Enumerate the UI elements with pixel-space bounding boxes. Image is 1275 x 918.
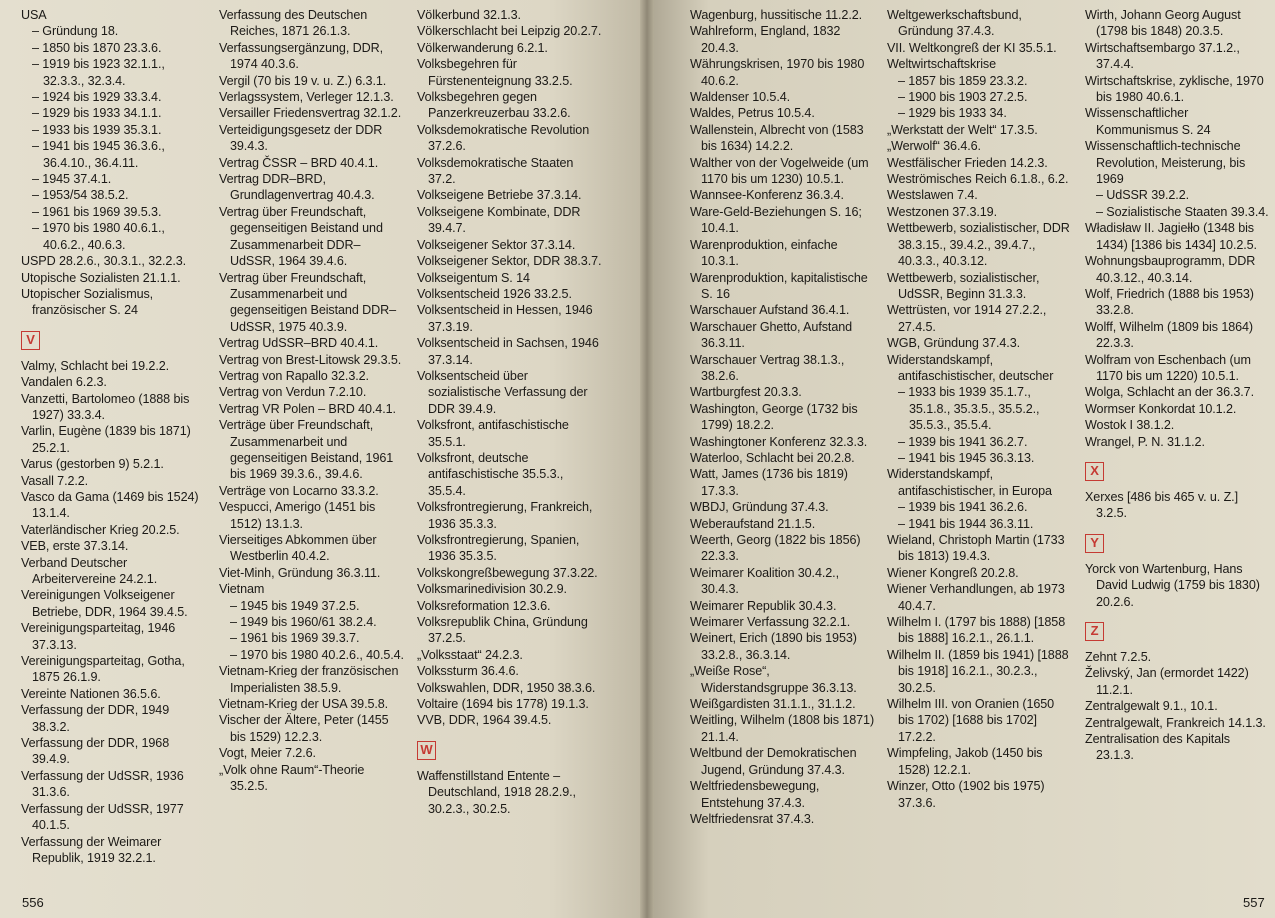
index-entry: Volksdemokratische Revolution 37.2.6. [417, 122, 590, 154]
index-entry: Volksdemokratische Staaten 37.2. [417, 155, 574, 187]
section-letter-box: X [1085, 462, 1104, 481]
index-entry: Wormser Konkordat 10.1.2. [1085, 401, 1237, 416]
book-gutter [640, 0, 654, 918]
index-entry: Wettbewerb, sozialistischer, UdSSR, Beginn 31.3.3. [887, 270, 1040, 301]
section-letter-box: Y [1085, 534, 1104, 553]
index-entry: Volkswahlen, DDR, 1950 38.3.6. [417, 680, 596, 695]
index-entry: – 1970 bis 1980 40.2.6., 40.5.4. [230, 647, 404, 662]
index-entry: Utopischer Sozialismus, französischer S. 24 [21, 286, 154, 318]
index-entry: Völkerschlacht bei Leipzig 20.2.7. [417, 24, 602, 39]
index-entry: Weitling, Wilhelm (1808 bis 1871) 21.1.4. [690, 713, 875, 744]
index-entry: – 1933 bis 1939 35.1.7., 35.1.8., 35.3.5., 35.5.2., 35.5.3., 35.5.4. [898, 385, 1040, 433]
index-entry: Verträge über Freundschaft, Zusammenarbeit und gegenseitigen Beistand, 1961 bis 1969 39.3.6., 39.4.6. [219, 418, 394, 482]
index-entry: Weinert, Erich (1890 bis 1953) 33.2.8., 36.3.14. [690, 631, 857, 662]
index-entry: Weimarer Koalition 30.4.2., 30.4.3. [690, 565, 839, 597]
index-entry: Völkerwanderung 6.2.1. [417, 40, 548, 55]
index-entry: – 1919 bis 1923 32.1.1., 32.3.3., 32.3.4. [32, 57, 165, 88]
index-entry: – 1961 bis 1969 39.5.3. [32, 204, 162, 219]
index-entry: Ware-Geld-Beziehungen S. 16; 10.4.1. [690, 204, 862, 236]
index-entry: Wolga, Schlacht an der 36.3.7. [1085, 385, 1254, 400]
index-entry: Vergil (70 bis 19 v. u. Z.) 6.3.1. [219, 73, 387, 88]
index-entry: Wolfram von Eschenbach (um 1170 bis um 1220) 10.5.1. [1085, 352, 1251, 383]
index-entry: WBDJ, Gründung 37.4.3. [690, 500, 829, 515]
index-entry: Wannsee-Konferenz 36.3.4. [690, 188, 844, 203]
index-entry: Wimpfeling, Jakob (1450 bis 1528) 12.2.1. [887, 746, 1043, 777]
index-entry: Voltaire (1694 bis 1778) 19.1.3. [417, 697, 589, 712]
index-entry: Wilhelm III. von Oranien (1650 bis 1702) [1688 bis 1702] 17.2.2. [887, 697, 1055, 744]
index-column-2 [219, 7, 405, 795]
index-column-6 [1085, 7, 1270, 764]
index-entry: Vasco da Gama (1469 bis 1524) 13.1.4. [21, 489, 199, 521]
index-entry: Vertrag von Brest-Litowsk 29.3.5. [219, 352, 402, 367]
index-entry: Vierseitiges Abkommen über Westberlin 40.4.2. [219, 533, 377, 564]
index-entry: – 1900 bis 1903 27.2.5. [898, 90, 1028, 105]
index-entry: Valmy, Schlacht bei 19.2.2. [21, 358, 170, 373]
index-entry: Volksentscheid in Hessen, 1946 37.3.19. [417, 303, 593, 334]
index-entry: Vereinigungsparteitag, Gotha, 1875 26.1.9. [21, 654, 185, 685]
index-entry: Zentralgewalt 9.1., 10.1. [1085, 699, 1218, 714]
index-entry: Volkseigener Sektor 37.3.14. [417, 237, 576, 252]
index-entry: Westslawen 7.4. [887, 188, 978, 203]
index-entry: Widerstandskampf, antifaschistischer, in Europa [887, 467, 1052, 498]
section-letter-box: Z [1085, 622, 1104, 641]
index-entry: – 1857 bis 1859 23.3.2. [898, 73, 1028, 88]
index-entry: Yorck von Wartenburg, Hans David Ludwig (1759 bis 1830) 20.2.6. [1085, 561, 1260, 609]
index-entry: Weltgewerkschaftsbund, Gründung 37.4.3. [887, 8, 1022, 39]
index-entry: „Volk ohne Raum“-Theorie 35.2.5. [219, 762, 365, 794]
index-entry: – 1850 bis 1870 23.3.6. [32, 40, 162, 55]
index-entry: Władisław II. Jagiełło (1348 bis 1434) [1386 bis 1434] 10.2.5. [1085, 221, 1257, 252]
index-entry: Zentralisation des Kapitals 23.1.3. [1085, 732, 1231, 763]
index-entry: – 1941 bis 1944 36.3.11. [898, 516, 1034, 531]
index-entry: – Sozialistische Staaten 39.3.4. [1096, 204, 1269, 219]
index-entry: Walther von der Vogelweide (um 1170 bis um 1230) 10.5.1. [690, 155, 869, 187]
index-entry: Vereinte Nationen 36.5.6. [21, 686, 161, 701]
index-entry: VEB, erste 37.3.14. [21, 539, 129, 554]
index-entry: Vertrag über Freundschaft, Zusammenarbeit und gegenseitigen Beistand DDR–UdSSR, 1975 40.3.9. [219, 270, 397, 334]
index-entry: Washington, George (1732 bis 1799) 18.2.2. [690, 401, 858, 433]
index-entry: Verfassung der UdSSR, 1936 31.3.6. [21, 768, 184, 800]
index-entry: Versailler Friedensvertrag 32.1.2. [219, 106, 402, 121]
index-entry: Volksfront, deutsche antifaschistische 35.5.3., 35.5.4. [417, 450, 564, 498]
index-entry: Warenproduktion, einfache 10.3.1. [690, 237, 838, 269]
index-entry: VII. Weltkongreß der KI 35.5.1. [887, 40, 1057, 55]
index-entry: – 1939 bis 1941 36.2.7. [898, 434, 1028, 449]
index-entry: Weerth, Georg (1822 bis 1856) 22.3.3. [690, 533, 861, 564]
index-entry: – Gründung 18. [32, 24, 119, 39]
index-entry: – 1945 37.4.1. [32, 172, 112, 187]
index-entry: Vischer der Ältere, Peter (1455 bis 1529) 12.2.3. [219, 713, 389, 744]
index-entry: Viet-Minh, Gründung 36.3.11. [219, 565, 381, 580]
index-entry: Volksentscheid in Sachsen, 1946 37.3.14. [417, 336, 599, 367]
index-entry: Vereinigungen Volkseigener Betriebe, DDR, 1964 39.4.5. [21, 588, 188, 619]
index-entry: Volksentscheid 1926 33.2.5. [417, 286, 572, 301]
index-entry: Vertrag UdSSR–BRD 40.4.1. [219, 336, 379, 351]
index-entry: Varus (gestorben 9) 5.2.1. [21, 457, 164, 472]
index-entry: Waldenser 10.5.4. [690, 90, 791, 105]
index-entry: Warenproduktion, kapitalistische S. 16 [690, 270, 868, 301]
index-entry: Watt, James (1736 bis 1819) 17.3.3. [690, 467, 848, 498]
index-entry: Wahlreform, England, 1832 20.4.3. [690, 24, 841, 55]
index-entry: Zehnt 7.2.5. [1085, 650, 1152, 664]
index-entry: Vogt, Meier 7.2.6. [219, 746, 316, 761]
index-column-4 [690, 7, 877, 827]
index-entry: Volkseigener Sektor, DDR 38.3.7. [417, 254, 602, 269]
index-column-5 [887, 7, 1073, 811]
index-entry: Verfassung der Weimarer Republik, 1919 32.2.1. [21, 834, 162, 865]
index-entry: – 1941 bis 1945 36.3.6., 36.4.10., 36.4.11. [32, 139, 165, 170]
index-entry: „Weiße Rose“, Widerstandsgruppe 36.3.13. [690, 664, 857, 695]
section-letter-x [1085, 450, 1270, 489]
index-entry: Vertrag über Freundschaft, gegenseitigen Beistand und Zusammenarbeit DDR–UdSSR, 1964 39.4.6. [219, 204, 383, 269]
index-entry: Wieland, Christoph Martin (1733 bis 1813) 19.4.3. [887, 533, 1065, 564]
index-entry: Vietnam-Krieg der französischen Imperialisten 38.5.9. [219, 664, 399, 695]
index-entry: Weimarer Verfassung 32.2.1. [690, 615, 851, 630]
index-entry: Volksfrontregierung, Spanien, 1936 35.3.5. [417, 533, 580, 564]
index-entry: Vaterländischer Krieg 20.2.5. [21, 522, 180, 537]
index-entry: Vertrag ČSSR – BRD 40.4.1. [219, 155, 379, 170]
index-entry: Vertrag VR Polen – BRD 40.4.1. [219, 401, 396, 416]
index-entry: WGB, Gründung 37.4.3. [887, 336, 1021, 351]
index-entry: – 1949 bis 1960/61 38.2.4. [230, 615, 377, 630]
index-entry: Verfassung des Deutschen Reiches, 1871 26.1.3. [219, 8, 368, 39]
section-letter-v [21, 319, 206, 358]
index-entry: Volksfrontregierung, Frankreich, 1936 35.3.3. [417, 500, 593, 531]
index-entry: Volksrepublik China, Gründung 37.2.5. [417, 615, 588, 646]
index-column-1 [21, 7, 206, 866]
index-entry: Verfassung der DDR, 1968 39.4.9. [21, 736, 170, 767]
index-entry: Weißgardisten 31.1.1., 31.1.2. [690, 697, 856, 712]
index-entry: Wirth, Johann Georg August (1798 bis 1848) 20.3.5. [1085, 8, 1241, 39]
index-entry: „Werkstatt der Welt“ 17.3.5. [887, 122, 1038, 137]
index-entry: „Werwolf“ 36.4.6. [887, 139, 981, 154]
index-entry: Westzonen 37.3.19. [887, 204, 997, 219]
index-entry: Vanzetti, Bartolomeo (1888 bis 1927) 33.3.4. [21, 391, 190, 422]
index-entry: Wirtschaftskrise, zyklische, 1970 bis 1980 40.6.1. [1085, 73, 1264, 105]
index-entry: Verlagssystem, Verleger 12.1.3. [219, 90, 394, 105]
index-entry: Washingtoner Konferenz 32.3.3. [690, 434, 868, 449]
index-entry: Wiener Kongreß 20.2.8. [887, 565, 1019, 580]
index-entry: Weltbund der Demokratischen Jugend, Gründung 37.4.3. [690, 746, 857, 777]
index-entry: Wohnungsbauprogramm, DDR 40.3.12., 40.3.14. [1085, 254, 1256, 285]
index-entry: Verfassung der DDR, 1949 38.3.2. [21, 703, 170, 734]
index-entry: Vietnam [219, 582, 265, 597]
index-entry: Weltwirtschaftskrise [887, 57, 997, 72]
index-entry: Volksreformation 12.3.6. [417, 598, 551, 613]
index-entry: Volksbegehren für Fürstenenteignung 33.2.5. [417, 57, 573, 88]
index-entry: Volkskongreßbewegung 37.3.22. [417, 565, 598, 580]
page-number-right: 557 [1243, 895, 1265, 910]
index-entry: Währungskrisen, 1970 bis 1980 40.6.2. [690, 57, 865, 88]
index-entry: Želivský, Jan (ermordet 1422) 11.2.1. [1085, 666, 1249, 697]
index-entry: Vereinigungsparteitag, 1946 37.3.13. [21, 621, 176, 652]
index-entry: Weströmisches Reich 6.1.8., 6.2. [887, 172, 1069, 187]
index-entry: Volksbegehren gegen Panzerkreuzerbau 33.2.6. [417, 90, 571, 121]
index-entry: – UdSSR 39.2.2. [1096, 188, 1190, 203]
index-entry: Volkseigentum S. 14 [417, 270, 530, 285]
index-entry: Waterloo, Schlacht bei 20.2.8. [690, 450, 855, 465]
index-entry: Zentralgewalt, Frankreich 14.1.3. [1085, 715, 1266, 730]
index-entry: Weimarer Republik 30.4.3. [690, 598, 837, 613]
index-column-3 [417, 7, 603, 817]
index-entry: – 1945 bis 1949 37.2.5. [230, 598, 360, 613]
index-entry: Volkssturm 36.4.6. [417, 664, 519, 679]
index-entry: Vertrag DDR–BRD, Grundlagenvertrag 40.4.3. [219, 172, 375, 203]
index-entry: Wissenschaftlich-technische Revolution, Meisterung, bis 1969 [1085, 139, 1246, 187]
index-entry: Vespucci, Amerigo (1451 bis 1512) 13.1.3. [219, 500, 376, 531]
index-entry: Wostok I 38.1.2. [1085, 418, 1175, 433]
index-entry: Verteidigungsgesetz der DDR 39.4.3. [219, 122, 383, 154]
index-entry: Volksfront, antifaschistische 35.5.1. [417, 418, 569, 449]
index-entry: Waldes, Petrus 10.5.4. [690, 106, 815, 121]
section-letter-box: V [21, 331, 40, 350]
index-entry: Waffenstillstand Entente – Deutschland, 1918 28.2.9., 30.2.3., 30.2.5. [417, 768, 576, 816]
index-entry: Volkseigene Betriebe 37.3.14. [417, 188, 582, 203]
index-entry: Warschauer Aufstand 36.4.1. [690, 303, 850, 318]
index-entry: Wettrüsten, vor 1914 27.2.2., 27.4.5. [887, 303, 1047, 334]
index-entry: Volksentscheid über sozialistische Verfassung der DDR 39.4.9. [417, 368, 588, 416]
index-entry: Wissenschaftlicher Kommunismus S. 24 [1085, 106, 1211, 137]
index-entry: USPD 28.2.6., 30.3.1., 32.2.3. [21, 254, 187, 269]
page-number-left: 556 [22, 895, 44, 910]
index-entry: Winzer, Otto (1902 bis 1975) 37.3.6. [887, 779, 1045, 810]
index-entry: Varlin, Eugène (1839 bis 1871) 25.2.1. [21, 424, 191, 455]
index-entry: – 1929 bis 1933 34.1.1. [32, 106, 162, 121]
index-entry: – 1924 bis 1929 33.3.4. [32, 90, 162, 105]
index-entry: Wolff, Wilhelm (1809 bis 1864) 22.3.3. [1085, 319, 1254, 351]
index-entry: Vandalen 6.2.3. [21, 375, 107, 390]
index-entry: Volksmarinedivision 30.2.9. [417, 582, 567, 597]
index-entry: Weberaufstand 21.1.5. [690, 516, 816, 531]
index-entry: Wirtschaftsembargo 37.1.2., 37.4.4. [1085, 40, 1240, 72]
index-entry: Warschauer Vertrag 38.1.3., 38.2.6. [690, 352, 845, 383]
index-entry: – 1961 bis 1969 39.3.7. [230, 631, 360, 646]
index-entry: Vertrag von Verdun 7.2.10. [219, 385, 367, 400]
index-entry: Verträge von Locarno 33.3.2. [219, 483, 379, 498]
index-entry: Wilhelm II. (1859 bis 1941) [1888 bis 1918] 16.2.1., 30.2.3., 30.2.5. [887, 647, 1069, 695]
index-entry: – 1933 bis 1939 35.3.1. [32, 122, 162, 137]
index-entry: Widerstandskampf, antifaschistischer, deutscher [887, 352, 1054, 383]
index-entry: VVB, DDR, 1964 39.4.5. [417, 713, 552, 728]
index-entry: – 1929 bis 1933 34. [898, 106, 1007, 121]
section-letter-y [1085, 522, 1270, 561]
index-entry: Utopische Sozialisten 21.1.1. [21, 270, 181, 285]
section-letter-z [1085, 610, 1270, 649]
index-entry: Wilhelm I. (1797 bis 1888) [1858 bis 1888] 16.2.1., 26.1.1. [887, 615, 1066, 646]
index-entry: Wiener Verhandlungen, ab 1973 40.4.7. [887, 582, 1065, 613]
index-entry: – 1953/54 38.5.2. [32, 188, 129, 203]
index-entry: Wartburgfest 20.3.3. [690, 385, 802, 400]
index-entry: Weltfriedensbewegung, Entstehung 37.4.3. [690, 779, 820, 810]
index-entry: Vietnam-Krieg der USA 39.5.8. [219, 697, 389, 712]
index-entry: Verband Deutscher Arbeitervereine 24.2.1. [21, 555, 158, 586]
index-entry: Verfassungsergänzung, DDR, 1974 40.3.6. [219, 40, 384, 72]
index-entry: Wolf, Friedrich (1888 bis 1953) 33.2.8. [1085, 286, 1254, 318]
index-entry: Xerxes [486 bis 465 v. u. Z.] 3.2.5. [1085, 489, 1238, 521]
index-entry: Wettbewerb, sozialistischer, DDR 38.3.15., 39.4.2., 39.4.7., 40.3.3., 40.3.12. [887, 221, 1070, 269]
index-entry: Warschauer Ghetto, Aufstand 36.3.11. [690, 319, 853, 351]
index-entry: Wagenburg, hussitische 11.2.2. [690, 8, 863, 22]
index-entry: – 1970 bis 1980 40.6.1., 40.6.2., 40.6.3. [32, 221, 165, 252]
index-entry: Weltfriedensrat 37.4.3. [690, 811, 815, 826]
index-entry: Verfassung der UdSSR, 1977 40.1.5. [21, 801, 184, 833]
index-entry: – 1941 bis 1945 36.3.13. [898, 450, 1035, 465]
index-entry: Völkerbund 32.1.3. [417, 8, 521, 22]
index-entry: – 1939 bis 1941 36.2.6. [898, 500, 1028, 515]
index-entry: Vasall 7.2.2. [21, 473, 89, 488]
index-entry: Wrangel, P. N. 31.1.2. [1085, 434, 1205, 449]
index-entry: Wallenstein, Albrecht von (1583 bis 1634) 14.2.2. [690, 122, 864, 154]
index-entry: Vertrag von Rapallo 32.3.2. [219, 368, 369, 383]
index-entry: „Volksstaat“ 24.2.3. [417, 647, 523, 662]
index-entry: USA [21, 8, 47, 22]
section-letter-box: W [417, 741, 436, 760]
index-entry: Westfälischer Frieden 14.2.3. [887, 155, 1048, 170]
index-entry: Volkseigene Kombinate, DDR 39.4.7. [417, 204, 581, 236]
section-letter-w [417, 729, 603, 768]
